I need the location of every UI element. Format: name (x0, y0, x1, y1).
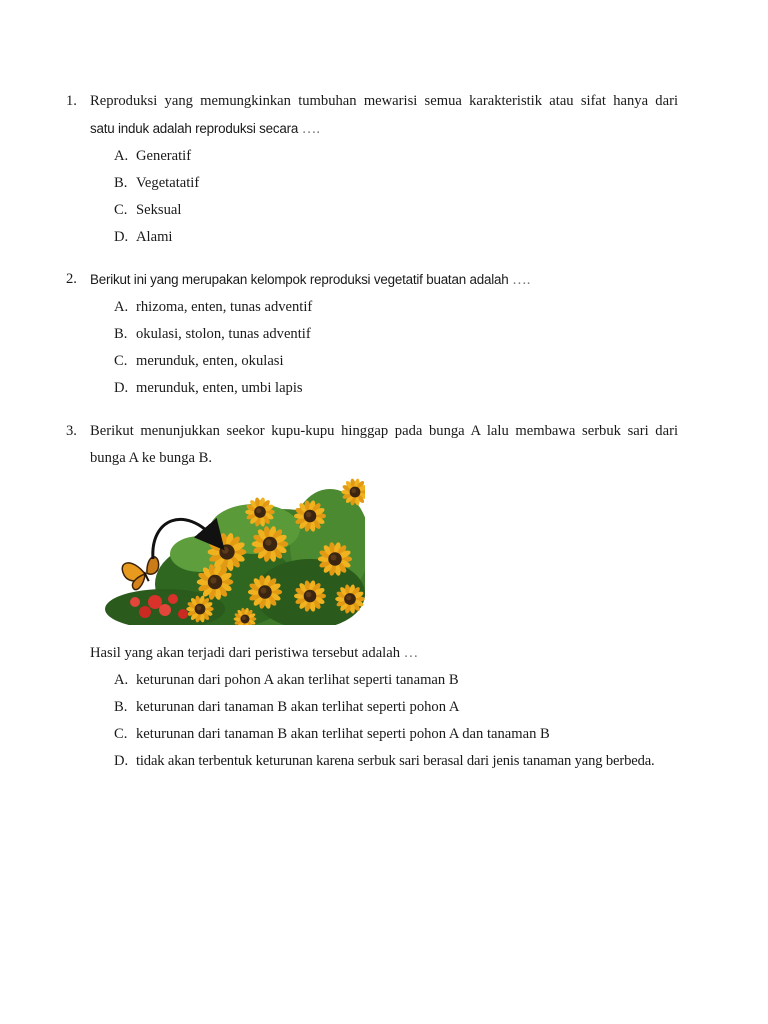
option-d[interactable] (66, 748, 706, 775)
option-letter: D. (114, 380, 129, 396)
question-text-line: Berikut menunjukkan seekor kupu-kupu hinggap pada bunga A lalu membawa serbuk sari dari (90, 423, 678, 439)
question-text-line (90, 266, 678, 294)
ellipsis: … (403, 645, 419, 661)
option-b[interactable] (66, 321, 678, 348)
option-b[interactable] (66, 694, 706, 721)
question-text-line: bunga A ke bunga B. (90, 450, 213, 466)
sunflower-field-illustration (105, 474, 365, 625)
ellipsis: …. (512, 272, 531, 288)
option-letter: B. (114, 175, 128, 191)
option-text: tidak akan terbentuk keturunan karena serbuk sari berasal dari jenis tanaman yang berbeda. (136, 753, 655, 769)
answer-options (66, 667, 706, 775)
option-letter: A. (114, 148, 129, 164)
question-number: 3. (66, 423, 77, 439)
option-text: Vegetatatif (136, 175, 200, 191)
option-text: merunduk, enten, okulasi (136, 353, 284, 369)
option-text: keturunan dari tanaman B akan terlihat seperti pohon A dan tanaman B (136, 726, 550, 742)
option-letter: B. (114, 699, 128, 715)
option-text: Alami (136, 229, 173, 245)
ellipsis: …. (301, 121, 321, 137)
question-text-span: satu induk adalah reproduksi secara (90, 121, 299, 136)
option-text: merunduk, enten, umbi lapis (136, 380, 303, 396)
question-number: 2. (66, 271, 77, 287)
option-letter: B. (114, 326, 128, 342)
option-text: keturunan dari pohon A akan terlihat seperti tanaman B (136, 672, 459, 688)
option-letter: C. (114, 353, 128, 369)
answer-options (66, 294, 678, 402)
question-1 (66, 88, 678, 251)
pollination-figure (105, 474, 365, 625)
option-letter: D. (114, 229, 129, 245)
option-letter: C. (114, 202, 128, 218)
question-text (90, 418, 678, 472)
question-2 (66, 266, 678, 402)
question-text-line (90, 115, 678, 143)
option-letter: C. (114, 726, 128, 742)
option-letter: A. (114, 299, 129, 315)
option-c[interactable] (66, 348, 678, 375)
option-letter: A. (114, 672, 129, 688)
option-d[interactable] (66, 224, 678, 251)
option-c[interactable] (66, 197, 678, 224)
option-text: Generatif (136, 148, 192, 164)
option-b[interactable] (66, 170, 678, 197)
question-text-span: Berikut ini yang merupakan kelompok reproduksi vegetatif buatan adalah (90, 272, 509, 287)
question-text-span: Hasil yang akan terjadi dari peristiwa tersebut adalah (90, 645, 400, 661)
option-text: Seksual (136, 202, 182, 218)
option-a[interactable] (66, 143, 678, 170)
option-text: keturunan dari tanaman B akan terlihat seperti pohon A (136, 699, 460, 715)
question-text-line: Reproduksi yang memungkinkan tumbuhan mewarisi semua karakteristik atau sifat hanya dari (90, 93, 678, 109)
question-3 (66, 418, 678, 472)
question-number: 1. (66, 93, 77, 109)
option-text: rhizoma, enten, tunas adventif (136, 299, 313, 315)
question-text (90, 266, 678, 294)
answer-options (66, 143, 678, 251)
option-letter: D. (114, 753, 129, 769)
option-a[interactable] (66, 294, 678, 321)
option-c[interactable] (66, 721, 706, 748)
option-d[interactable] (66, 375, 678, 402)
followup-question (90, 640, 690, 667)
question-text (90, 88, 678, 143)
question-text-line (90, 640, 690, 667)
option-text: okulasi, stolon, tunas adventif (136, 326, 311, 342)
question-3-options (66, 667, 706, 775)
option-a[interactable] (66, 667, 706, 694)
